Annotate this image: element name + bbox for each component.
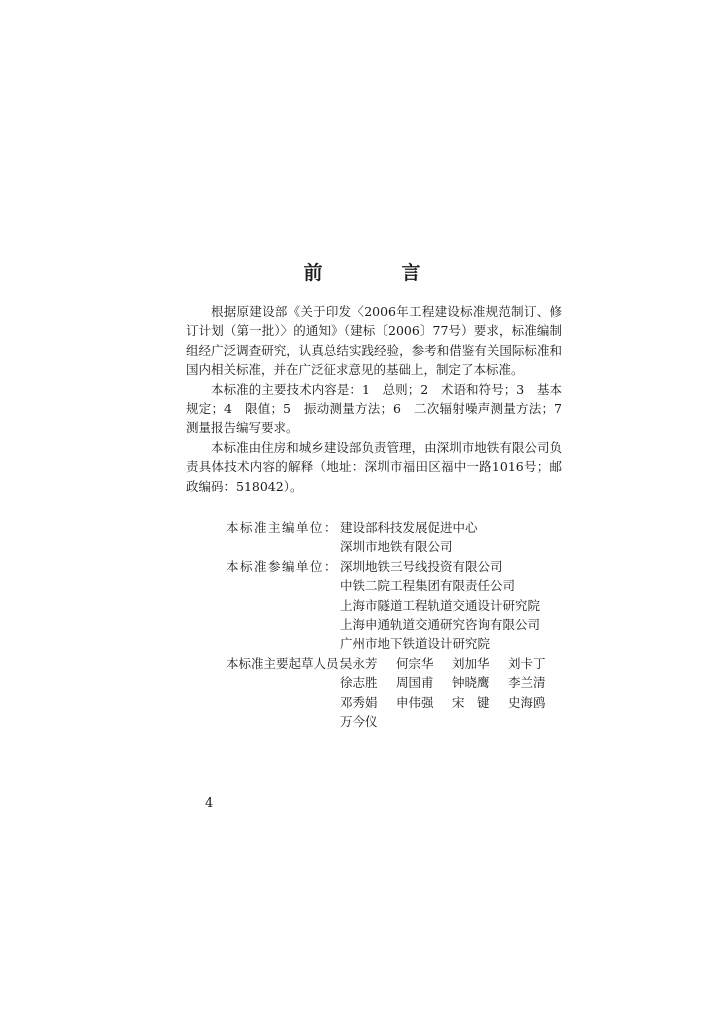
drafter-name: 申伟强 bbox=[396, 694, 434, 710]
drafters-row bbox=[340, 654, 566, 673]
chief-editor-units bbox=[340, 518, 566, 557]
drafter-name: 徐志胜 bbox=[340, 675, 378, 691]
participating-label: 本标准参编单位： bbox=[226, 558, 339, 574]
drafter-name: 刘加华 bbox=[452, 655, 490, 671]
drafter-name: 周国甫 bbox=[396, 675, 434, 691]
preface-body bbox=[186, 302, 575, 496]
page-title: 前 言 bbox=[303, 262, 451, 284]
participating-unit: 上海市隧道工程轨道交通设计研究院 bbox=[340, 597, 541, 613]
participating-unit: 深圳地铁三号线投资有限公司 bbox=[340, 558, 503, 574]
participating-section bbox=[226, 557, 566, 654]
drafters-section bbox=[226, 654, 566, 732]
participating-units bbox=[340, 557, 566, 654]
drafters-list bbox=[340, 654, 566, 732]
drafters-label: 本标准主要起草人员： bbox=[226, 655, 352, 671]
drafter-name: 宋 键 bbox=[452, 694, 490, 710]
paragraph-management: 本标准由住房和城乡建设部负责管理，由深圳市地铁有限公司负责具体技术内容的解释（地址：深圳市福田区福中一路1016号；邮政编码：518042）。 bbox=[186, 439, 562, 494]
drafter-name: 钟晓鹰 bbox=[452, 675, 490, 691]
contributors-block bbox=[226, 518, 566, 731]
drafters-row bbox=[340, 712, 566, 731]
page-number: 4 bbox=[205, 796, 214, 811]
participating-unit: 中铁二院工程集团有限责任公司 bbox=[340, 578, 516, 594]
drafter-name: 万今仪 bbox=[340, 714, 378, 730]
drafters-row bbox=[340, 693, 566, 712]
chief-editor-unit: 建设部科技发展促进中心 bbox=[340, 520, 478, 535]
drafter-name: 吴永芳 bbox=[340, 655, 378, 671]
participating-unit: 上海申通轨道交通研究咨询有限公司 bbox=[340, 617, 541, 633]
chief-editor-label: 本标准主编单位： bbox=[226, 520, 339, 535]
drafters-row bbox=[340, 673, 566, 692]
drafter-name: 李兰清 bbox=[508, 675, 546, 691]
drafter-name: 史海鸥 bbox=[508, 694, 546, 710]
paragraph-contents: 本标准的主要技术内容是：1 总则；2 术语和符号；3 基本规定；4 限值；5 振动测量方法；6 二次辐射噪声测量方法；7 测量报告编写要求。 bbox=[186, 381, 575, 436]
chief-editor-unit: 深圳市地铁有限公司 bbox=[340, 539, 453, 555]
paragraph-background: 根据原建设部《关于印发〈2006年工程建设标准规范制订、修订计划（第一批）〉的通知》（建标〔2006〕77号）要求，标准编制组经广泛调查研究，认真总结实践经验，参考和借鉴有关国际标准和国内相关标准，并在广泛征求意见的基础上，制定了本标准。 bbox=[186, 304, 562, 378]
drafter-name: 何宗华 bbox=[396, 655, 434, 671]
drafter-name: 刘卡丁 bbox=[508, 655, 546, 671]
participating-unit: 广州市地下铁道设计研究院 bbox=[340, 636, 491, 652]
drafter-name: 邓秀娟 bbox=[340, 694, 378, 710]
chief-editor-section bbox=[226, 518, 566, 557]
